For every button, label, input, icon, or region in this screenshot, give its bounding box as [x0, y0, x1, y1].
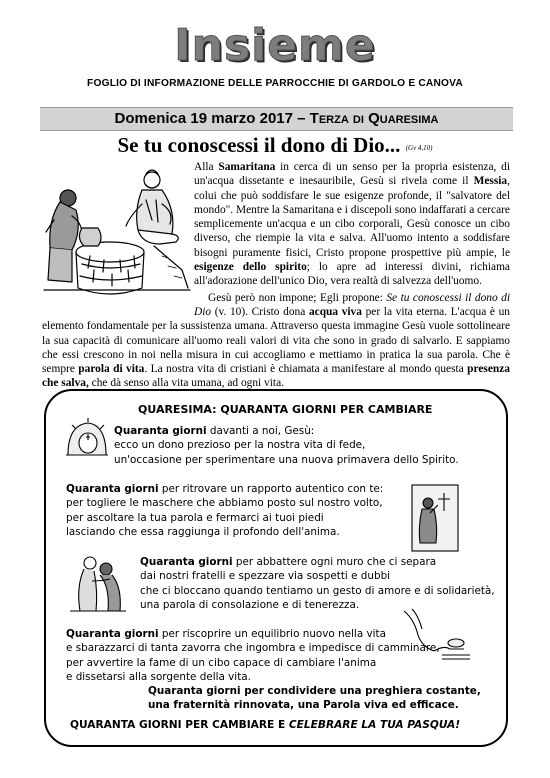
- poem-stanza-2: Quaranta giorni per ritrovare un rapporto autentico con te: per togliere le maschere che abbiamo posto sul nostro volto, per ascoltare la tua parola e fermarci ai tuoi piedi lasciando che essa raggiunga il profondo dell'anima.: [66, 483, 384, 539]
- article-headline: [0, 133, 550, 158]
- poem-stanza-4: Quaranta giorni per riscoprire un equilibrio nuovo nella vita e sbarazzarci di tanta zavorra che ingombra e impedisce di camminare, per avvertire la fame di un cibo capace di cambiare l'anima e dissetarsi alla sorgente della vita.: [66, 628, 440, 684]
- headline-reference: (Gv 4,10): [405, 144, 433, 152]
- newsletter-logo: Insieme: [174, 20, 376, 71]
- empty-tomb-icon: [64, 417, 110, 459]
- article-body: [42, 160, 510, 391]
- masthead: [0, 22, 550, 89]
- hands-with-bread-icon: [400, 605, 472, 661]
- sunday-name: Terza di Quaresima: [309, 110, 439, 127]
- poem-stanza-3: Quaranta giorni per abbattere ogni muro che ci separa dai nostri fratelli e spezzare via sospetti e dubbi che ci bloccano quando tentiamo un gesto di amore e di solidarietà, una parola di consolazione e di tenerezza.: [140, 556, 495, 612]
- article-paragraph-1: Alla Samaritana in cerca di un senso per la propria esistenza, di un'acqua dissetante e inesauribile, Gesù si rivela come il Messia, colui che può soddisfare le sue esigenze profonde, il "salvatore del mondo". Mentre la Samaritana e i discepoli sono indaffarati a cercare semplicemente un'acqua e un cibo corporali, Gesù conosce un cibo diverso, che riempie la vita e salva. All'uomo intento a soddisfare bisogni puramente fisici, Cristo propone prospettive più ampie, le esigenze dello spirito; lo apre ad interessi divini, richiama all'adorazione dell'unico Dio, vera realtà di salvezza dell'uomo.: [194, 161, 510, 288]
- article-paragraph-2: Gesù però non impone; Egli propone: Se tu conoscessi il dono di Dio (v. 10). Cristo dona acqua viva per la vita eterna. L'acqua è un elemento fondamentale per la sussistenza umana. Attraverso questa immagine Gesù vuole sottolineare la sua capacità di comunicare all'uomo reali valori di vita che sono in grado di salvarlo. E sappiamo che essi crescono in noi nella misura in cui accogliamo e mettiamo in pratica la sua parola. Che è sempre parola di vita. La nostra vita di cristiani è chiamata a manifestare al mondo questa presenza che salva, che dà senso alla vita umana, ad ogni vita.: [42, 291, 510, 390]
- poem-stanza-1: Quaranta giorni davanti a noi, Gesù: ecco un dono prezioso per la nostra vita di fede, un'occasione per sperimentare una nuova primavera dello Spirito.: [114, 425, 459, 466]
- headline-title: Se tu conoscessi il dono di Dio...: [117, 133, 401, 157]
- poem-title: QUARESIMA: QUARANTA GIORNI PER CAMBIARE: [138, 403, 433, 416]
- embrace-icon: [66, 551, 130, 617]
- poem-stanza-5: Quaranta giorni per condividere una preghiera costante, una fraternità rinnovata, una Parola viva ed efficace.: [148, 685, 481, 712]
- quaresima-poem-box: [44, 389, 508, 747]
- date-text: Domenica 19 marzo 2017 –: [114, 110, 310, 127]
- praying-man-icon: [408, 481, 462, 555]
- poem-closing-line: QUARANTA GIORNI PER CAMBIARE E CELEBRARE LA TUA PASQUA!: [70, 719, 461, 731]
- newsletter-subtitle: FOGLIO DI INFORMAZIONE DELLE PARROCCHIE DI GARDOLO E CANOVA: [87, 78, 463, 89]
- date-banner: [40, 107, 513, 131]
